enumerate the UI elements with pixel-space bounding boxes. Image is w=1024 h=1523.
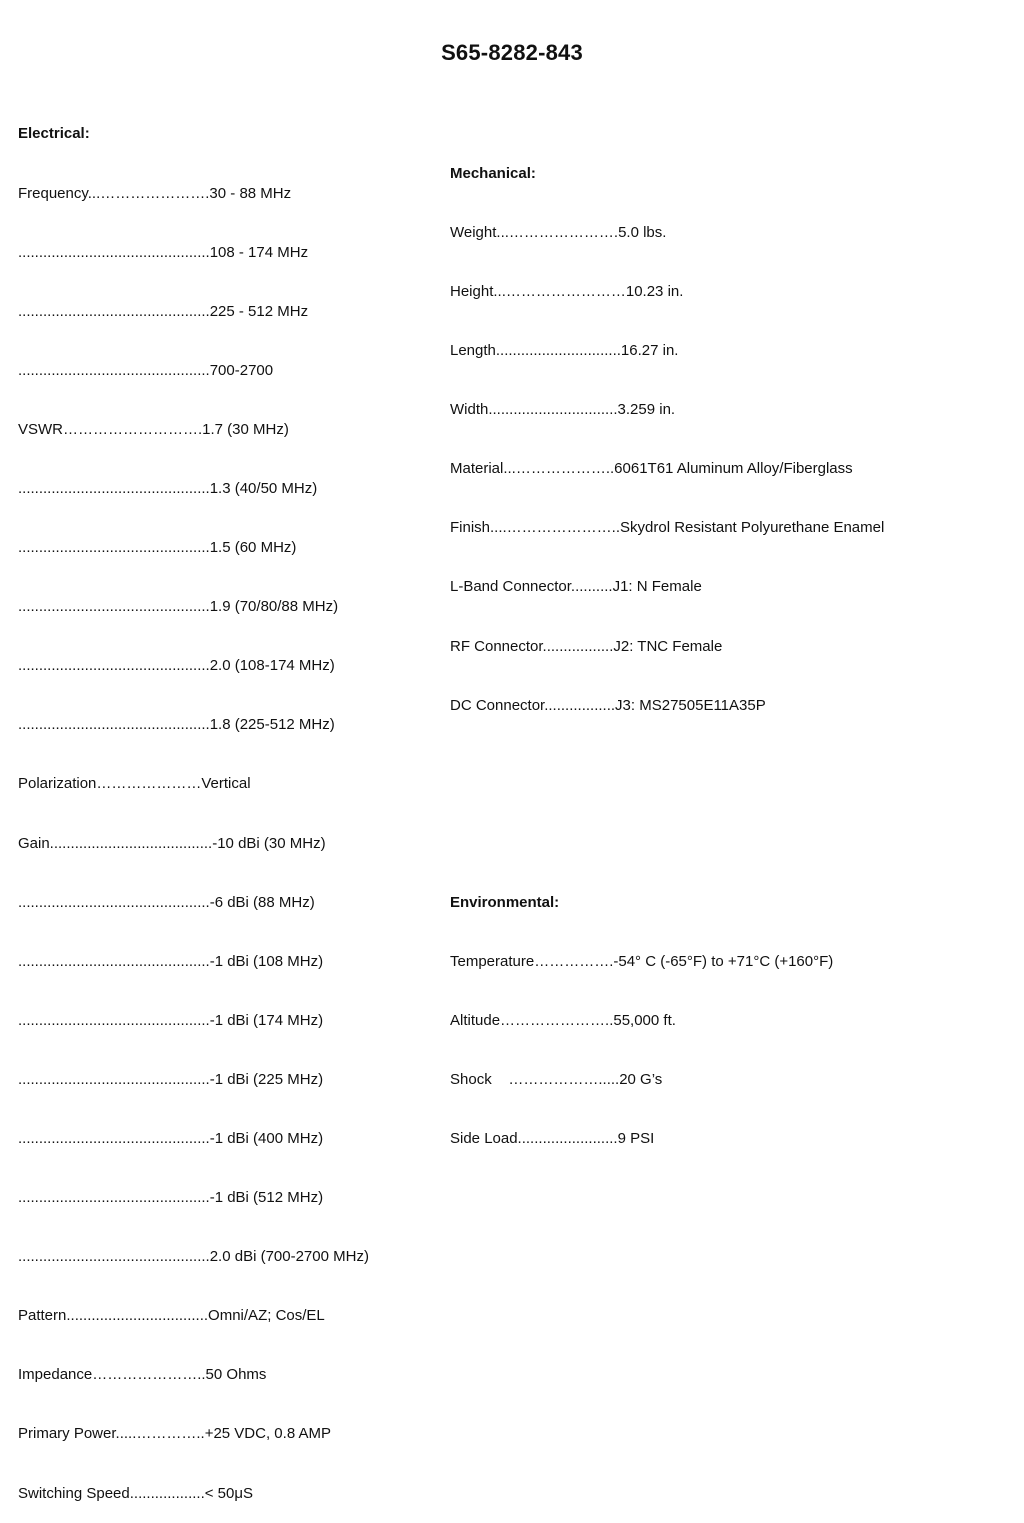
- electrical-section: [18, 85, 369, 1523]
- spec-row-pattern: Pattern..................................Omni/AZ; Cos/EL: [18, 1307, 325, 1325]
- spec-row-vswr-5: ..............................................2.0 (108-174 MHz): [18, 657, 335, 675]
- spec-row-side-load: Side Load........................9 PSI: [450, 1130, 655, 1148]
- environmental-heading: Environmental:: [450, 893, 560, 911]
- document-title: S65-8282-843: [441, 40, 583, 65]
- mechanical-heading: Mechanical:: [450, 164, 536, 182]
- spec-row-polarization: Polarization…………………Vertical: [18, 775, 251, 793]
- electrical-heading: Electrical:: [18, 125, 90, 143]
- spec-row-gain-7: ..............................................-1 dBi (512 MHz): [18, 1189, 324, 1207]
- spec-row-length: Length..............................16.27 in.: [450, 342, 679, 360]
- spec-row-dc-connector: DC Connector.................J3: MS27505E11A35P: [450, 696, 766, 714]
- spec-row-altitude: Altitude…………………..55,000 ft.: [450, 1011, 676, 1029]
- spec-row-gain: Gain.......................................-10 dBi (30 MHz): [18, 834, 326, 852]
- spec-row-gain-6: ..............................................-1 dBi (400 MHz): [18, 1130, 324, 1147]
- spec-row-height: Height...……………………10.23 in.: [450, 283, 684, 300]
- spec-row-gain-4: ..............................................-1 dBi (174 MHz): [18, 1011, 324, 1029]
- spec-row-frequency: Frequency...………………….30 - 88 MHz: [18, 184, 292, 202]
- spec-row-l-band-connector: L-Band Connector..........J1: N Female: [450, 578, 702, 596]
- spec-row-width: Width...............................3.259 in.: [450, 401, 676, 419]
- spec-row-vswr-4: ..............................................1.9 (70/80/88 MHz): [18, 598, 339, 616]
- spec-row-vswr-3: ..............................................1.5 (60 MHz): [18, 539, 297, 557]
- spec-row-frequency-4: ..............................................700-2700: [18, 361, 274, 379]
- spec-row-gain-5: ..............................................-1 dBi (225 MHz): [18, 1070, 324, 1088]
- spec-row-frequency-3: ..............................................225 - 512 MHz: [18, 302, 309, 320]
- spec-row-vswr-6: ..............................................1.8 (225-512 MHz): [18, 716, 335, 734]
- spec-row-frequency-2: ..............................................108 - 174 MHz: [18, 243, 309, 261]
- spec-row-finish: Finish....…………………..Skydrol Resistant Polyurethane Enamel: [450, 519, 885, 537]
- spec-row-impedance: Impedance…………………..50 Ohms: [18, 1366, 267, 1384]
- spec-row-vswr: VSWR……………………….1.7 (30 MHz): [18, 420, 289, 438]
- environmental-section: [450, 853, 884, 1188]
- spec-row-gain-2: ..............................................-6 dBi (88 MHz): [18, 893, 315, 911]
- spec-row-material: Material...………………..6061T61 Aluminum Alloy/Fiberglass: [450, 460, 853, 478]
- spec-row-shock: Shock ……………….....20 G’s: [450, 1070, 663, 1088]
- spec-row-gain-8: ..............................................2.0 dBi (700-2700 MHz): [18, 1248, 369, 1266]
- spec-row-switching-speed: Switching Speed..................< 50μS: [18, 1484, 254, 1502]
- spec-row-primary-power: Primary Power.....…………..+25 VDC, 0.8 AMP: [18, 1425, 332, 1443]
- mechanical-environmental-column: [450, 85, 884, 1208]
- spec-row-weight: Weight...………………….5.0 lbs.: [450, 223, 667, 241]
- mechanical-section: [450, 124, 884, 754]
- spec-row-vswr-2: ..............................................1.3 (40/50 MHz): [18, 479, 318, 497]
- section-spacer: [450, 794, 884, 814]
- spec-row-gain-3: ..............................................-1 dBi (108 MHz): [18, 952, 324, 970]
- spec-row-rf-connector: RF Connector.................J2: TNC Female: [450, 637, 723, 655]
- spec-row-temperature: Temperature…………….-54° C (-65°F) to +71°C (+160°F): [450, 952, 834, 970]
